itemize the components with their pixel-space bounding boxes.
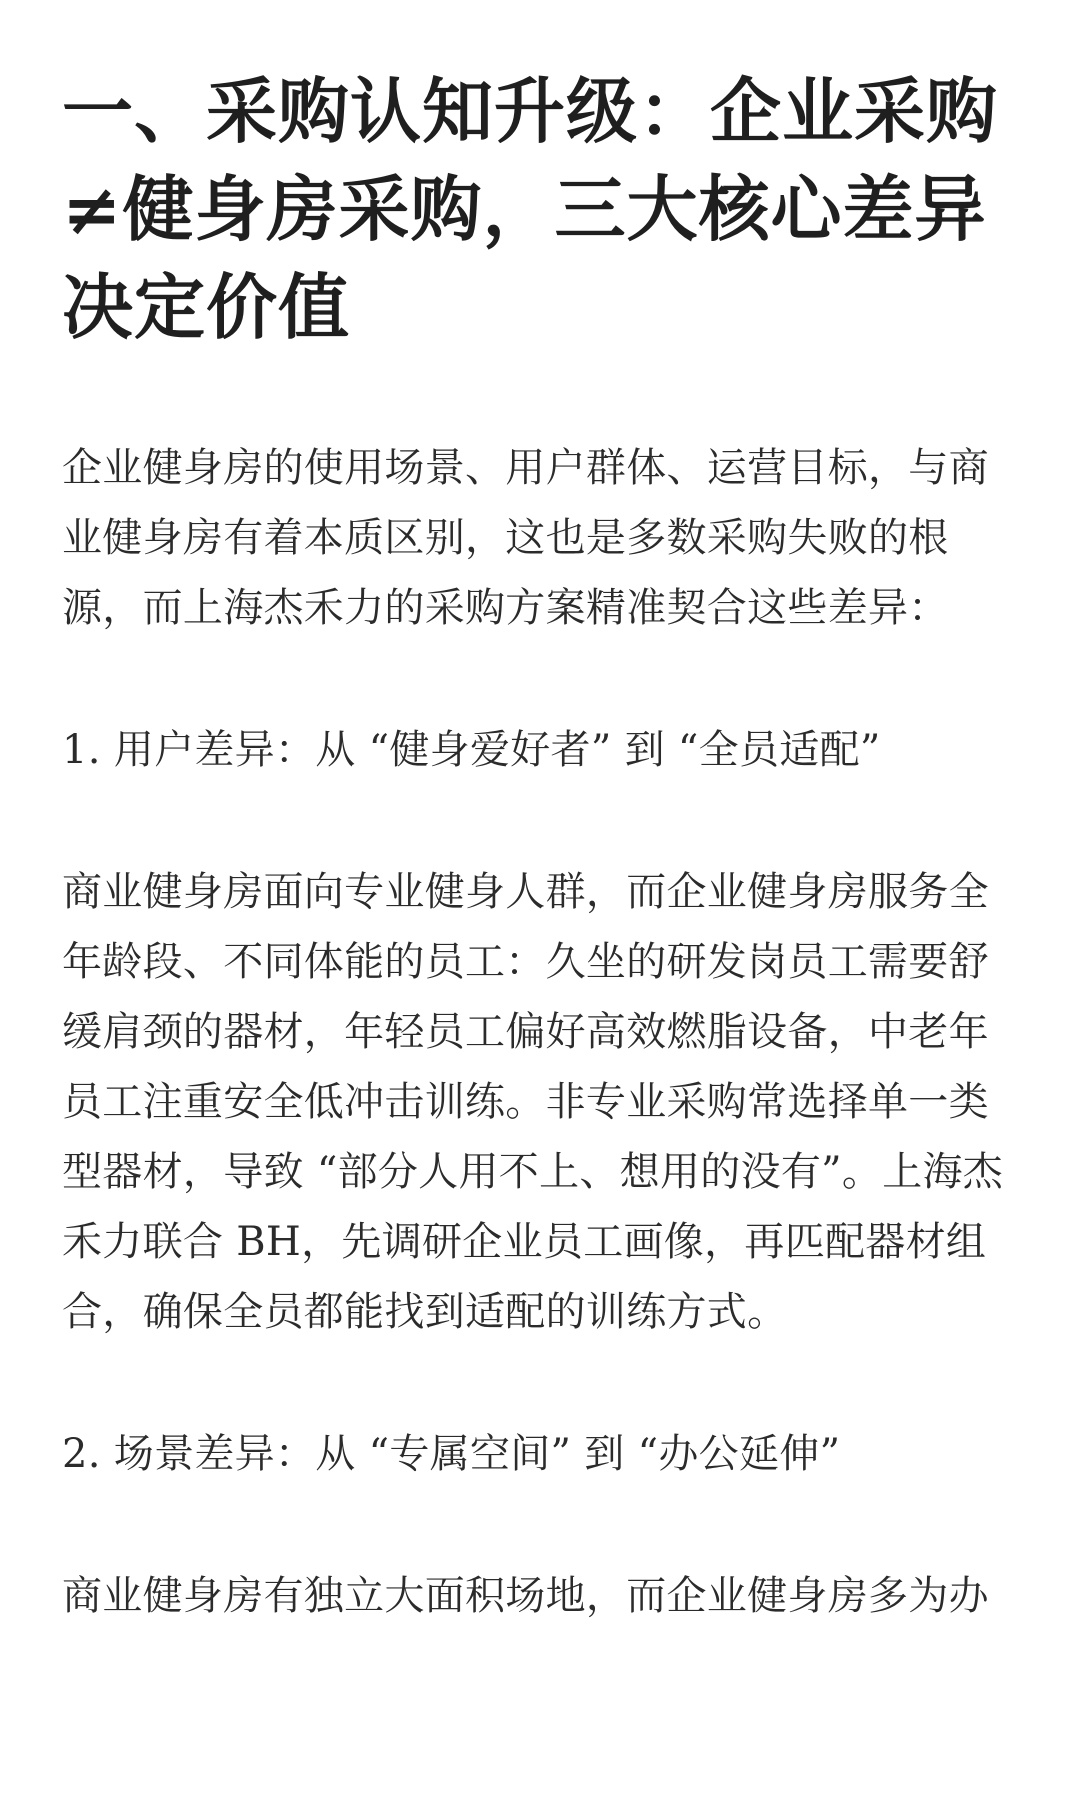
section-body-scene-difference: 商业健身房有独立大面积场地，而企业健身房多为办 [62,1573,989,1619]
section-body-user-difference: 商业健身房面向专业健身人群，而企业健身房服务全年龄段、不同体能的员工：久坐的研发岗员工需要舒缓肩颈的器材，年轻员工偏好高效燃脂设备，中老年员工注重安全低冲击训练。非专业采购常选择单一类型器材，导致 “部分人用不上、想用的没有”。上海杰禾力联合 BH，先调研企业员工画像，再匹配器材组合，确保全员都能找到适配的训练方式。 [62,869,1004,1335]
section-heading-scene-difference: 2. 场景差异：从 “专属空间” 到 “办公延伸” [62,1431,841,1477]
article-title: 一、采购认知升级：企业采购≠健身房采购，三大核心差异决定价值 [62,69,999,349]
intro-paragraph: 企业健身房的使用场景、用户群体、运营目标，与商业健身房有着本质区别，这也是多数采购失败的根源，而上海杰禾力的采购方案精准契合这些差异： [62,445,989,631]
section-heading-user-difference: 1. 用户差异：从 “健身爱好者” 到 “全员适配” [62,727,881,773]
